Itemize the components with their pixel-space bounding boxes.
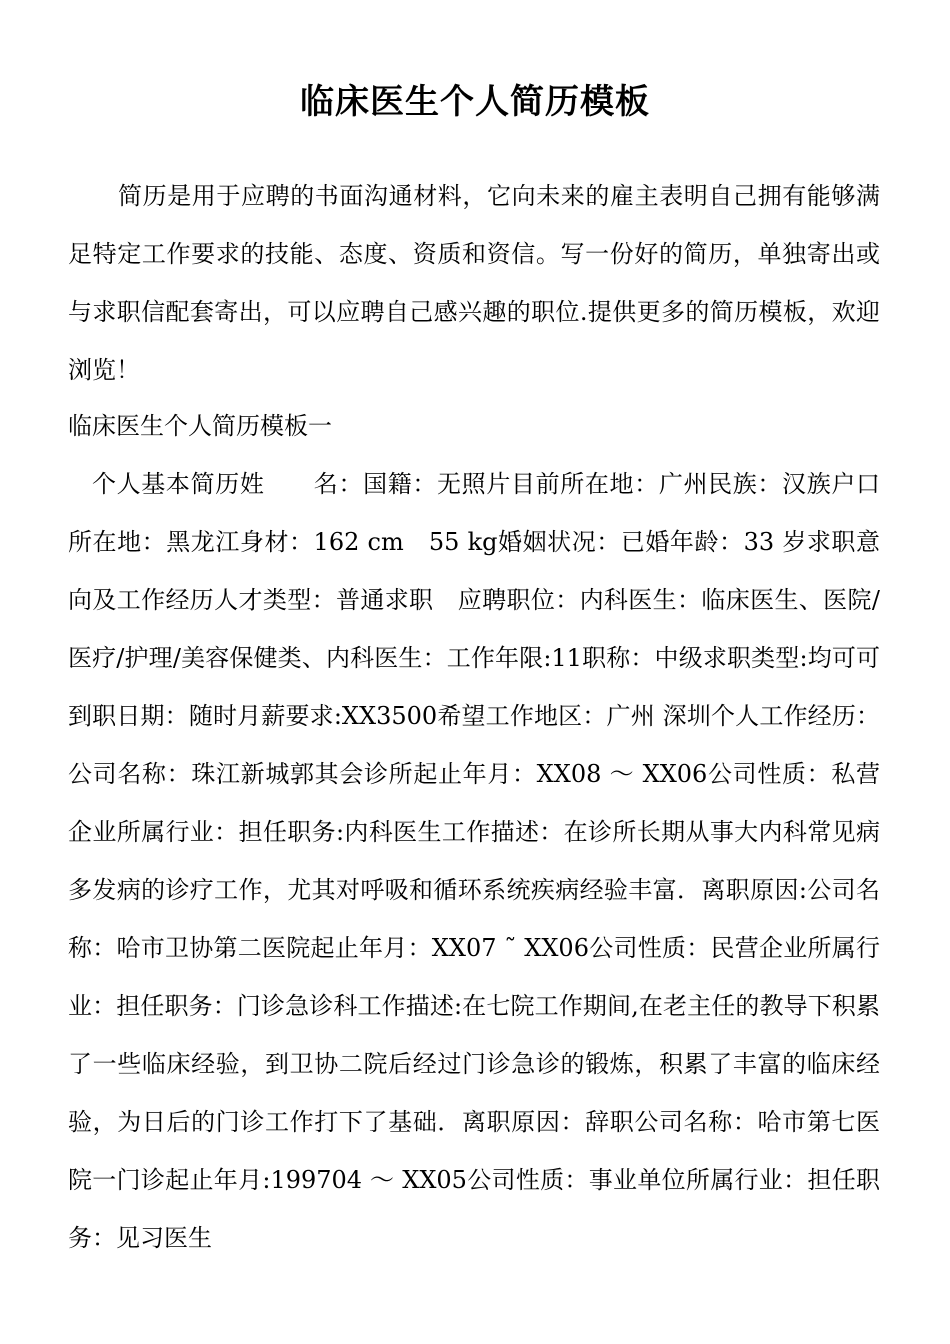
resume-body-paragraph: 个人基本简历姓 名：国籍：无照片目前所在地：广州民族：汉族户口所在地：黑龙江身材：162 cm 55 kg婚姻状况：已婚年龄：33 岁求职意向及工作经历人才类型：普通求职 应聘职位：内科医生：临床医生、医院/医疗/护理/美容保健类、内科医生：工作年限:11职称：中级求职类型:均可可到职日期：随时月薪要求:XX3500希望工作地区：广州 深圳个人工作经历：公司名称：珠江新城郭其会诊所起止年月：XX08 ～ XX06公司性质：私营企业所属行业：担任职务:内科医生工作描述：在诊所长期从事大内科常见病多发病的诊疗工作，尤其对呼吸和循环系统疾病经验丰富．离职原因:公司名称：哈市卫协第二医院起止年月：XX07 ˜ XX06公司性质：民营企业所属行业：担任职务：门诊急诊科工作描述:在七院工作期间,在老主任的教导下积累了一些临床经验，到卫协二院后经过门诊急诊的锻炼，积累了丰富的临床经验，为日后的门诊工作打下了基础．离职原因：辞职公司名称：哈市第七医院一门诊起止年月:199704 ～ XX05公司性质：事业单位所属行业：担任职务：见习医生	[68, 470, 880, 1252]
section-title: 临床医生个人简历模板一	[68, 412, 332, 440]
document-title: 临床医生个人简历模板	[300, 82, 650, 122]
intro-paragraph: 简历是用于应聘的书面沟通材料，它向未来的雇主表明自己拥有能够满足特定工作要求的技能、态度、资质和资信。写一份好的简历，单独寄出或与求职信配套寄出，可以应聘自己感兴趣的职位.提供更多的简历模板，欢迎浏览！	[68, 182, 880, 384]
